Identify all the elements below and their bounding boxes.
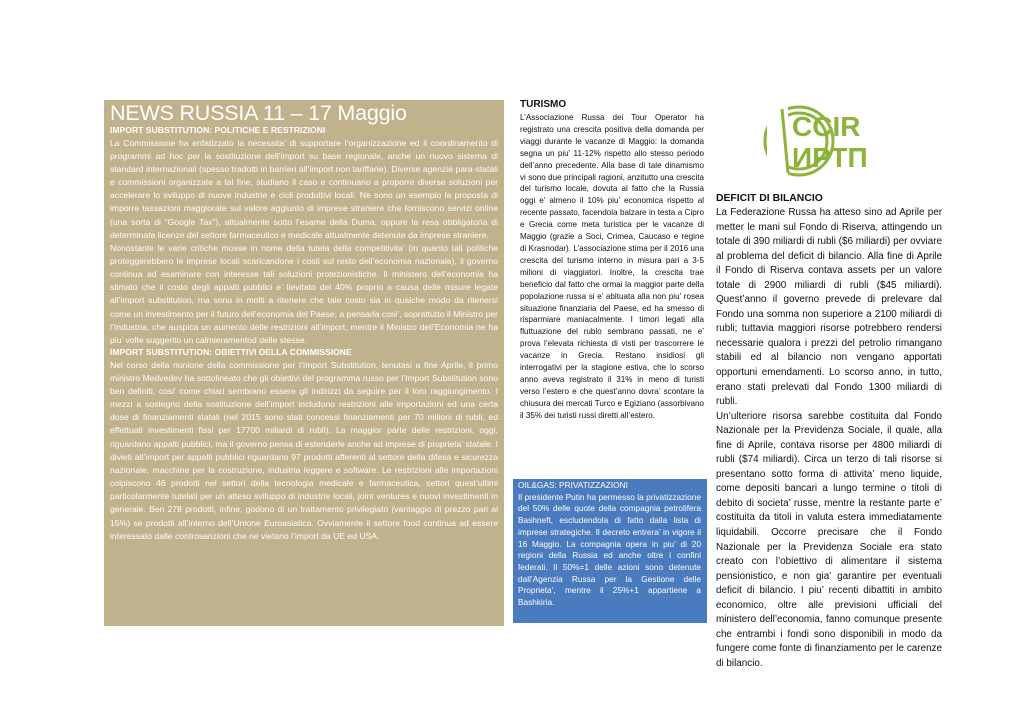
section-heading-commission-goals: IMPORT SUBSTITUTION: OBIETTIVI DELLA COMMISSIONE — [110, 347, 352, 358]
import-policies-paragraph-2: Nonostante le varie critiche mosse in nome della tutela della competitivita’ (in quanto tali politiche proteggerebbero le imprese locali scaricandone i costi sul resto dell’economia nazionale), il governo continua ad esaminare con interesse tali soluzioni protezionistiche. Il ministero dell’economia ha stimato che il costo degli appalti pubblici e’ lievitato del 40% proprio a causa delle misure legate all’import substitution, ma sono in molti a ritenere che tale costo sia in qualche modo da ritenersi come un investimento per il futuro dell’economia del Paese; a pensarla cosi’, soprattutto il Ministro per l’Industria, che auspica un aumento delle restrizioni all’import, mentre il Ministro dell’Economia ne ha piu’ volte suggerito un calmieramentod delle stesse. — [110, 242, 498, 345]
commission-goals-paragraph: Nel corso della riunione della commissione per l’Import Substitution, tenutasi a fine Aprile, il primo ministro Medvedev ha sottolineato che gli obiettivi del programma russo per l’Import Substitution sono ben definiti, cosi’ come chiari sembrano essere gli indirizzi da seguire per il loro raggiungimento. I mezzi a sostegno della sostituzione dell’import includono restrizioni alle importazioni ed una certa dose di finanziamenti statali (nel 2015 sono stati concessi finanziamenti per 70 milioni di rubli, ed effettuati investimenti fissi per 17700 miliardi di rubli). La maggior parte delle restrizioni, oggi, riguardano appalti pubblici, ma il governo pensa di estenderle anche ad imprese di proprieta’ statale. I divieti all’import per appalti pubblici riguardano 97 prodotti afferenti al settore della difesa e sicurezza nazionale, macchine per la costruzione, industria leggere e software. Le restrizioni alle importazioni colpiscono 46 prodotti nei settori della tecnologia medicale e farmaceutica, settori quest’ultimi particolarmente tutelati per un atteso sviluppo di industrie locali, joint ventures e nuovi investimenti in generale. Ben 278 prodotti, infine, godono di un trattamento privilegiato (vantaggio di prezzo pari al 15%) se prodotti all’interno dell’Unione Euroasiatica. Ovviamente il settore food continua ad essere interessato dalle controsanzioni che ne vietano l’import da UE ed USA. — [110, 359, 498, 541]
oil-gas-box — [513, 479, 707, 623]
left-news-panel — [104, 100, 504, 626]
budget-deficit-heading: DEFICIT DI BILANCIO — [716, 193, 823, 204]
ccir-logo — [762, 104, 902, 178]
oil-gas-paragraph: Il presidente Putin ha permesso la privatizzazione del 50% delle quote della compagnia petrolifera Bashneft, escludendola di fatto dalla lista di imprese strategiche. Il decreto entrera’ in vigore il 16 Maggio. La compagnia opera in piu’ di 20 regioni della Russia ed anche oltre i confini federali. Il 50%=1 delle azioni sono detenute dall’Agenzia Russa per la Gestione delle Proprieta’, mentre il 25%+1 appartiene a Bashkiria. — [518, 491, 701, 608]
budget-deficit-column — [716, 192, 942, 672]
import-policies-paragraph-1: La Commissione ha enfatizzato la necessita’ di supportare l’organizzazione ed il coordinamento di programmi ad hoc per la sostituzione dell’import su base regionale, anche un nuovo sistema di standard internazionali (spesso tradotti in barrieri all’import non tariffarie). Diverse agenzie para-statali e commissioni organizzate a tal fine, studiano il caso e continuano a proporre diverse soluzioni per accelerare lo sviluppo di nuove industrie e cicli produttivi locali. Ne sono un esempio la proposta di imporre tassazioni maggiorate sul valore aggiunto di imprese straniere che forniscono servizi online (una sorta di “Google Tax”), attualmente sotto l’esame della Duma, oppure la resa obbligatoria di determinate licenze del settore farmaceutico e medicale attualmente detenute da imprese straniere. — [110, 137, 498, 240]
tourism-heading: TURISMO — [520, 99, 567, 110]
section-heading-import-policies: IMPORT SUBSTITUTION: POLITICHE E RESTRIZIONI — [110, 125, 326, 135]
budget-deficit-paragraph-2: Un’ulteriore risorsa sarebbe costituita dal Fondo Nazionale per la Previdenza Sociale, il quale, alla fine di Aprile, contava risorse per 4800 miliardi di rubli ($74 miliardi). Circa un terzo di tali risorse si presentano sotto forma di attivita’ meno liquide, come depositi bancari a lungo termine o titoli di debito di societa’ russe, mentre la restante parte e’ costituita da titoli in valuta estera immediatamente liquidabili. Occorre precisare che il Fondo Nazionale per la Previdenza Sociale era stato creato con l’obiettivo di alimentare il sistema pensionistico, e non gia’ garantire per eventuali deficit di bilancio. I piu’ recenti dibattiti in ambito economico, oltre alle previsioni ufficiali del ministero dell’economia, fanno comunque presente che entrambi i fondi sono disponibili in modo da fungere come fonte di finanziamento per le carenze di bilancio. — [716, 410, 942, 669]
budget-deficit-paragraph-1: La Federazione Russa ha atteso sino ad Aprile per metter le mani sul Fondo di Riserva, attingendo un totale di 390 miliardi di rubli ($6 miliardi) per ovviare al problema del deficit di bilancio. Alla fine di Aprile il Fondo di Riserva contava assets per un valore totale di 2900 miliardi di rubli ($45 miliardi). Quest’anno il governo prevede di prelevare dal Fondo una somma non superiore a 2100 miliardi di rubli; tuttavia maggiori risorse potrebbero rendersi necessarie qualora i prezzi del petrolio rimangano stabili ed al bilancio non vengano apportati opportuni emendamenti. Lo scorso anno, in tutto, erano stati prelevati dal Fondo 1300 miliardi di rubli. — [716, 207, 942, 408]
logo-text-cyrillic: ИРТП — [792, 142, 868, 173]
logo-text-latin: CCIR — [792, 111, 861, 142]
tourism-column — [520, 98, 704, 422]
oil-gas-heading: OIL&GAS: PRIVATIZZAZIONI — [518, 480, 628, 490]
ccir-logo-graphic — [762, 104, 902, 178]
tourism-paragraph: L’Associazione Russa dei Tour Operator ha registrato una crescita positiva della domanda per viaggi durante le vacanze di Maggio: la domanda segna un piu’ 11-12% rispetto allo stesso periodo dell’anno precedente. Alla base di tale dinamismo vi sono due principali ragioni, anzitutto una crescita del turismo locale, dovuta al fatto che la Russia oggi e’ almeno il 10% piu’ economica rispetto al recente passato, facendola balzare in testa a Cipro e Grecia come meta turistica per le vacanze di Maggio (grazie a Soci, Crimea, Caucaso e regine di Krasnodar). L’associazione stima per il 2016 una crescita del turismo interno in misura pari a 3-5 milioni di viaggiatori. Inoltre, la crescita trae beneficio dal fatto che ormai la maggior parte della popolazione russa si e’ abituata alla non piu’ rosea situazione finanziaria del Paese, ed ha smesso di risparmiare maniacalmente. I timori legati alla fluttuazione del rublo sembrano passati, ne e’ prova l’elevata richiesta di visti per trascorrere le vacanze in Grecia. Restano insidiosi gli interrogativi per la stagione estiva, che lo scorso anno aveva registrato il 31% in meno di turisti verso l’estero e che quest’anno dovra’ scontare la chiusura dei mercati Turco e Egiziano (assorbivano il 35% dei turisti russi diretti all’estero. — [520, 113, 704, 420]
newsletter-title: NEWS RUSSIA 11 – 17 Maggio — [110, 101, 407, 125]
